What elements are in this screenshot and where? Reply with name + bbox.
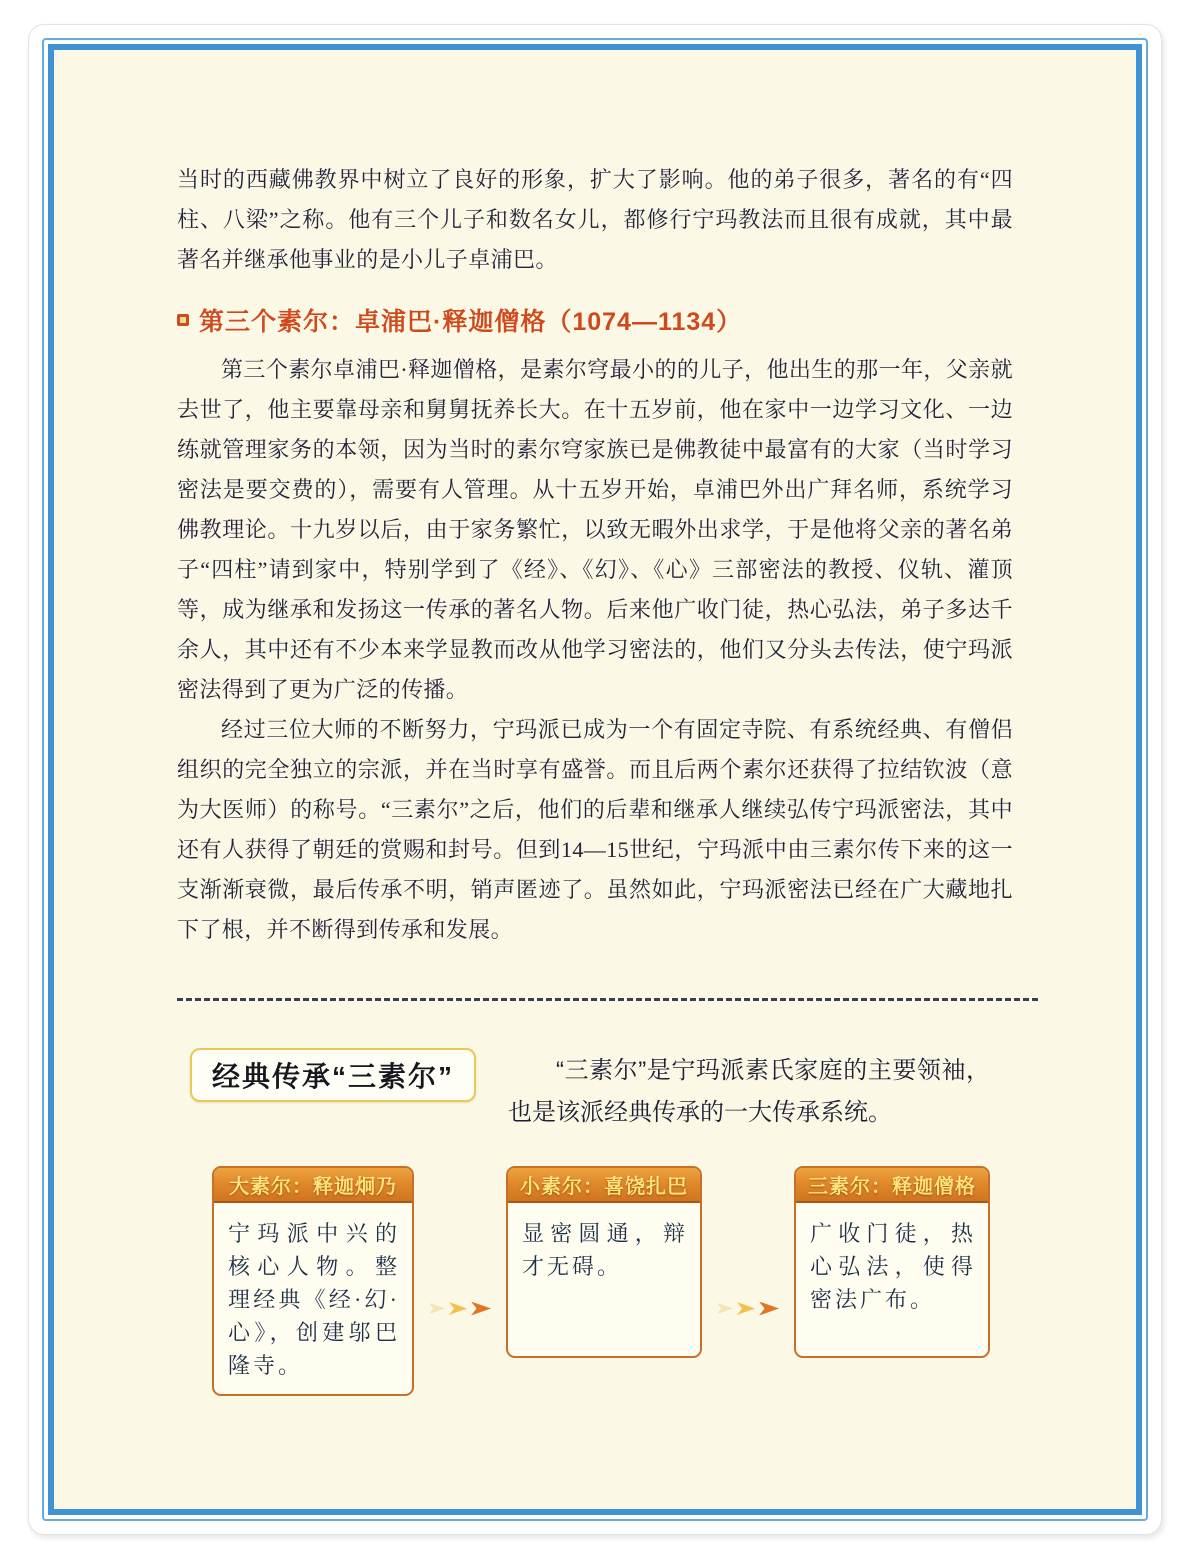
chevron-right-icon (471, 1302, 491, 1316)
info-title-text: 经典传承“三素尔” (212, 1061, 455, 1092)
lineage-card-body: 显密圆通，辩才无碍。 (522, 1221, 688, 1279)
heading-bullet-icon (177, 314, 189, 326)
flow-arrow-icon (414, 1166, 506, 1396)
body-paragraph-1: 当时的西藏佛教界中树立了良好的形象，扩大了影响。他的弟子很多，著名的有“四柱、八梁”之称。他有三个儿子和数名女儿，都修行宁玛教法而且很有成就，其中最著名并继承他事业的是小儿子卓浦巴。 (177, 167, 1013, 272)
chevron-right-icon (737, 1302, 755, 1315)
body-paragraph-2: 第三个素尔卓浦巴·释迦僧格，是素尔穹最小的的儿子，他出生的那一年，父亲就去世了，他主要靠母亲和舅舅抚养长大。在十五岁前，他在家中一边学习文化、一边练就管理家务的本领，因为当时的素尔穹家族已是佛教徒中最富有的大家（当时学习密法是要交费的），需要有人管理。从十五岁开始，卓浦巴外出广拜名师，系统学习佛教理论。十九岁以后，由于家务繁忙，以致无暇外出求学，于是他将父亲的著名弟子“四柱”请到家中，特别学到了《经》、《幻》、《心》三部密法的教授、仪轨、灌顶等，成为继承和发扬这一传承的著名人物。后来他广收门徒，热心弘法，弟子多达千余人，其中还有不少本来学显教而改从他学习密法的，他们又分头去传法，使宁玛派密法得到了更为广泛的传播。 (177, 357, 1013, 702)
lineage-card-dasur (212, 1166, 414, 1396)
page-content (54, 50, 1136, 1396)
dashed-divider (177, 998, 1038, 1001)
flow-arrow-icon (702, 1166, 794, 1396)
lineage-cards-row (212, 1166, 990, 1396)
infobox-intro-section (177, 1048, 1038, 1134)
page-frame-inner (48, 44, 1142, 1515)
chevron-right-icon (429, 1303, 445, 1314)
page-frame-outer (42, 38, 1148, 1521)
lineage-card-body: 广收门徒，热心弘法，使得密法广布。 (810, 1221, 976, 1312)
chevron-right-icon (449, 1302, 467, 1315)
lineage-card-header: 小素尔：喜饶扎巴 (508, 1168, 700, 1203)
lineage-card-body: 宁玛派中兴的核心人物。整理经典《经·幻·心》，创建邬巴隆寺。 (228, 1221, 400, 1378)
section-heading (177, 300, 1038, 340)
book-page (28, 24, 1162, 1535)
info-title-box (190, 1048, 476, 1102)
body-paragraph-3: 经过三位大师的不断努力，宁玛派已成为一个有固定寺院、有系统经典、有僧侣组织的完全独立的宗派，并在当时享有盛誉。而且后两个素尔还获得了拉结钦波（意为大医师）的称号。“三素尔”之后，他们的后辈和继承人继续弘传宁玛派密法，其中还有人获得了朝廷的赏赐和封号。但到14—15世纪，宁玛派中由三素尔传下来的这一支渐渐衰微，最后传承不明，销声匿迹了。虽然如此，宁玛派密法已经在广大藏地扎下了根，并不断得到传承和发展。 (177, 717, 1013, 942)
info-intro-text: “三素尔”是宁玛派素氏家庭的主要领袖，也是该派经典传承的一大传承系统。 (508, 1057, 991, 1126)
section-heading-text: 第三个素尔：卓浦巴·释迦僧格（1074—1134） (199, 308, 743, 336)
chevron-right-icon (759, 1302, 779, 1316)
chevron-right-icon (717, 1303, 733, 1314)
lineage-card-sansur (794, 1166, 990, 1358)
lineage-card-header: 大素尔：释迦炯乃 (214, 1168, 412, 1203)
lineage-card-xiaosur (506, 1166, 702, 1358)
lineage-card-header: 三素尔：释迦僧格 (796, 1168, 988, 1203)
